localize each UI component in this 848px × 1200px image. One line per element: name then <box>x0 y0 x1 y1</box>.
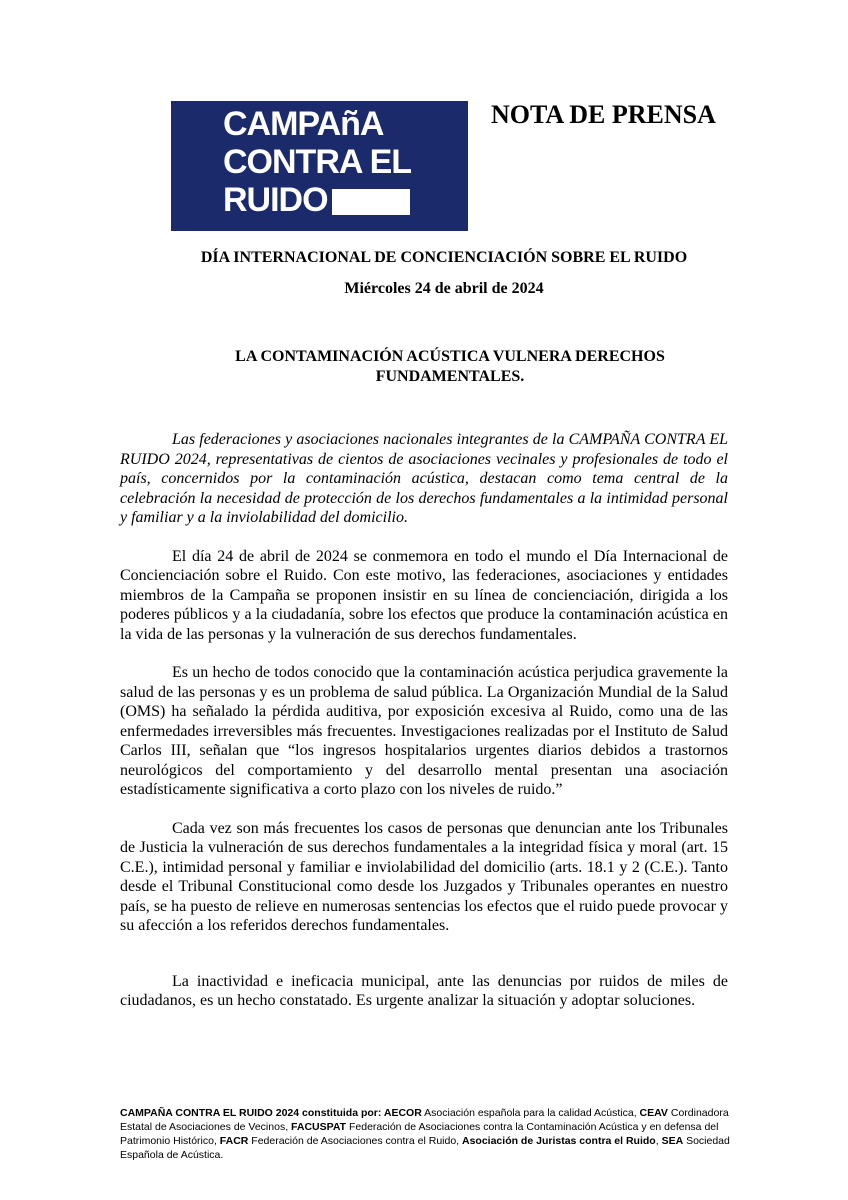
paragraph-3: Es un hecho de todos conocido que la contaminación acústica perjudica gravemente la salud de las personas y es un problema de salud pública. La Organización Mundial de la Salud (OMS) ha señalado la pérdida auditiva, por exposición excesiva al Ruido, como una de las enfermedades irreversibles más frecuentes. Investigaciones realizadas por el Instituto de Salud Carlos III, señalan que “los ingresos hospitalarios urgentes diarios debidos a trastornos neurológicos del comportamiento y del desarrollo mental presentan una asociación estadísticamente significativa a corto plazo con los niveles de ruido.” <box>120 664 728 798</box>
press-release-title: NOTA DE PRENSA <box>491 100 716 129</box>
headline: LA CONTAMINACIÓN ACÚSTICA VULNERA DERECHOS FUNDAMENTALES. <box>235 348 665 385</box>
logo-line-3-text: RUIDO <box>223 181 328 219</box>
footer-member-sea-desc: Sociedad Española de Acústica. <box>120 1135 730 1161</box>
footer-member-facr: FACR <box>219 1135 249 1147</box>
footer-org-name: CAMPAÑA CONTRA EL RUIDO 2024 <box>120 1107 300 1119</box>
logo-line-1: CAMPAñA <box>223 105 384 143</box>
footer-member-facuspat-desc: Federación de Asociaciones contra la Contaminación Acústica y en defensa del Patrimonio Histórico, <box>120 1121 719 1147</box>
event-subheading: DÍA INTERNACIONAL DE CONCIENCIACIÓN SOBRE EL RUIDO <box>200 249 688 266</box>
footer-member-aecor: AECOR <box>383 1107 422 1119</box>
footer-member-facuspat: FACUSPAT <box>291 1121 347 1133</box>
footer-member-ceav: CEAV <box>639 1107 668 1119</box>
logo-bar-graphic <box>332 189 410 215</box>
body-text <box>120 430 728 1030</box>
footer-member-juristas: Asociación de Juristas contra el Ruido <box>462 1135 656 1147</box>
paragraph-4: Cada vez son más frecuentes los casos de personas que denuncian ante los Tribunales de Justicia la vulneración de sus derechos fundamentales a la integridad física y moral (art. 15 C.E.), intimidad personal y familiar e inviolabilidad del domicilio (arts. 18.1 y 2 (C.E.). Tanto desde el Tribunal Constitucional como desde los Juzgados y Tribunales operantes en nuestro país, se ha puesto de relieve en numerosas sentencias los efectos que el ruido puede provocar y su afección a los referidos derechos fundamentales. <box>120 819 728 934</box>
footer-separator: , <box>655 1135 662 1147</box>
campaign-logo <box>171 101 468 231</box>
footer-member-ceav-desc: Cordinadora Estatal de Asociaciones de Vecinos, <box>120 1107 729 1133</box>
paragraph-1: Las federaciones y asociaciones nacionales integrantes de la CAMPAÑA CONTRA EL RUIDO 2024, representativas de cientos de asociaciones vecinales y profesionales de todo el país, concernidos por la contaminación acústica, destacan como tema central de la celebración la necesidad de protección de los derechos fundamentales a la intimidad personal y familiar y a la inviolabilidad del domicilio. <box>120 431 728 526</box>
footer-member-facr-desc: Federación de Asociaciones contra el Ruido, <box>248 1135 462 1147</box>
release-date: Miércoles 24 de abril de 2024 <box>344 280 544 297</box>
paragraph-5: La inactividad e ineficacia municipal, ante las denuncias por ruidos de miles de ciudadanos, es un hecho constatado. Es urgente analizar la situación y adoptar soluciones. <box>120 972 728 1009</box>
footer-constituted-by: constituida por: <box>299 1107 384 1119</box>
paragraph-2: El día 24 de abril de 2024 se conmemora en todo el mundo el Día Internacional de Concienciación sobre el Ruido. Con este motivo, las federaciones, asociaciones y entidades miembros de la Campaña se proponen insistir en su línea de concienciación, dirigida a los poderes públicos y a la ciudadanía, sobre los efectos que produce la contaminación acústica en la vida de las personas y la vulneración de sus derechos fundamentales. <box>120 547 728 643</box>
logo-line-2: CONTRA EL <box>223 143 412 181</box>
logo-line-3 <box>223 181 468 219</box>
footer-member-sea: SEA <box>661 1135 684 1147</box>
footer-members <box>120 1106 730 1162</box>
footer-member-aecor-desc: Asociación española para la calidad Acústica, <box>421 1107 640 1119</box>
